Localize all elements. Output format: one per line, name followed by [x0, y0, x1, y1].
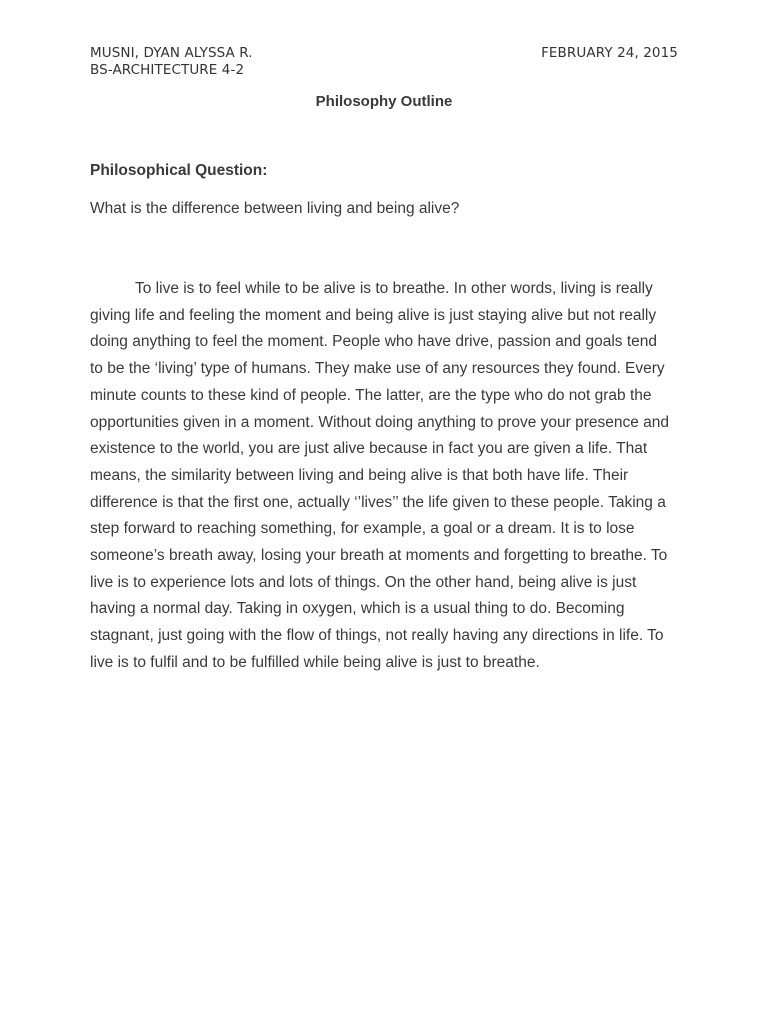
course-section: BS-ARCHITECTURE 4-2 — [90, 62, 245, 78]
paragraph-line: someone’s breath away, losing your breath at moments and forgetting to breathe. To — [90, 547, 668, 565]
paragraph-line: difference is that the first one, actually ‘’lives’’ the life given to these people. Taking a — [90, 493, 666, 511]
paragraph-line: minute counts to these kind of people. The latter, are the type who do not grab the — [90, 386, 652, 404]
paragraph-line: to be the ‘living’ type of humans. They make use of any resources they found. Every — [90, 360, 665, 378]
paragraph-line: stagnant, just going with the flow of things, not really having any directions in life. To — [90, 627, 664, 645]
page-title: Philosophy Outline — [315, 93, 453, 110]
paragraph-line: doing anything to feel the moment. People who have drive, passion and goals tend — [90, 333, 657, 351]
paragraph-line: To live is to feel while to be alive is to breathe. In other words, living is really — [135, 280, 653, 297]
author-name: MUSNI, DYAN ALYSSA R. — [90, 45, 253, 61]
paragraph-line: existence to the world, you are just alive because in fact you are given a life. That — [90, 440, 648, 458]
philosophical-question: What is the difference between living and being alive? — [90, 200, 460, 217]
paragraph-line: opportunities given in a moment. Without doing anything to prove your presence and — [90, 413, 670, 431]
body-paragraph — [90, 276, 680, 677]
paragraph-line: step forward to reaching something, for example, a goal or a dream. It is to lose — [90, 520, 635, 538]
paragraph-line: giving life and feeling the moment and being alive is just staying alive but not really — [90, 306, 657, 324]
author-block — [90, 45, 253, 79]
paragraph-line: live is to fulfil and to be fulfilled while being alive is just to breathe. — [90, 653, 540, 671]
document-date: FEBRUARY 24, 2015 — [541, 45, 678, 61]
section-heading: Philosophical Question: — [90, 162, 268, 179]
paragraph-line: live is to experience lots and lots of things. On the other hand, being alive is just — [90, 573, 637, 591]
paragraph-line: means, the similarity between living and being alive is that both have life. Their — [90, 466, 629, 484]
paragraph-line: having a normal day. Taking in oxygen, which is a usual thing to do. Becoming — [90, 600, 625, 618]
